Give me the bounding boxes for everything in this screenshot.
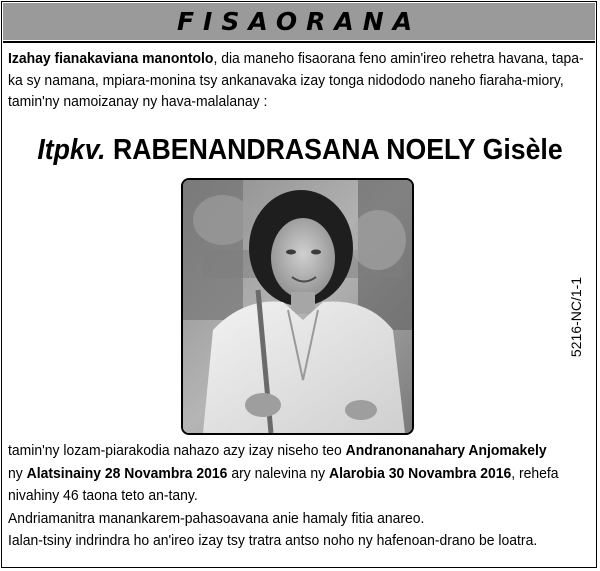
deceased-title: Itpkv. bbox=[37, 134, 106, 166]
body-paragraph bbox=[8, 440, 557, 553]
accident-location: Andranonanahary Anjomakely bbox=[345, 442, 547, 459]
deceased-name: RABENANDRASANA NOELY Gisèle bbox=[112, 134, 563, 166]
body-line-2: ny Alatsinainy 28 Novambra 2016 ary nalevina ny Alarobia 30 Novambra 2016, rehefa bbox=[8, 464, 559, 482]
body-line-4: Andriamanitra manankarem-pahasoavana anie hamaly fitia anareo. bbox=[8, 509, 425, 527]
intro-paragraph bbox=[8, 48, 584, 113]
portrait-photo bbox=[181, 178, 414, 435]
header-divider bbox=[3, 41, 595, 43]
intro-line-1: Izahay fianakaviana manontolo, dia maneho fisaorana feno amin'ireo rehetra havana, tapa- bbox=[8, 50, 584, 67]
notice-title: FISAORANA bbox=[176, 7, 422, 36]
body-line-5: Ialan-tsiny indrindra ho an'ireo izay tsy tratra antso noho ny hafenoan-drano be loatra. bbox=[8, 532, 538, 549]
portrait-image bbox=[183, 180, 412, 433]
reference-code: 5216-NC/1-1 bbox=[568, 276, 584, 358]
intro-line-2: ka sy namana, mpiara-monina tsy ankanavaka izay tonga nidododo naneho fiaraha-miory, bbox=[8, 71, 564, 89]
intro-line-3: tamin'ny namoizanay ny hava-malalanay : bbox=[8, 93, 268, 110]
body-line-3: nivahiny 46 taona teto an-tany. bbox=[8, 487, 198, 504]
body-line-1: tamin'ny lozam-piarakodia nahazo azy izay niseho teo Andranonanahary Anjomakely bbox=[8, 442, 547, 459]
header-bar bbox=[3, 3, 595, 40]
deceased-name-heading bbox=[24, 134, 576, 166]
family-phrase: Izahay fianakaviana manontolo bbox=[8, 50, 214, 67]
death-date: Alatsinainy 28 Novambra 2016 bbox=[26, 464, 228, 482]
burial-date: Alarobia 30 Novambra 2016 bbox=[329, 464, 512, 482]
